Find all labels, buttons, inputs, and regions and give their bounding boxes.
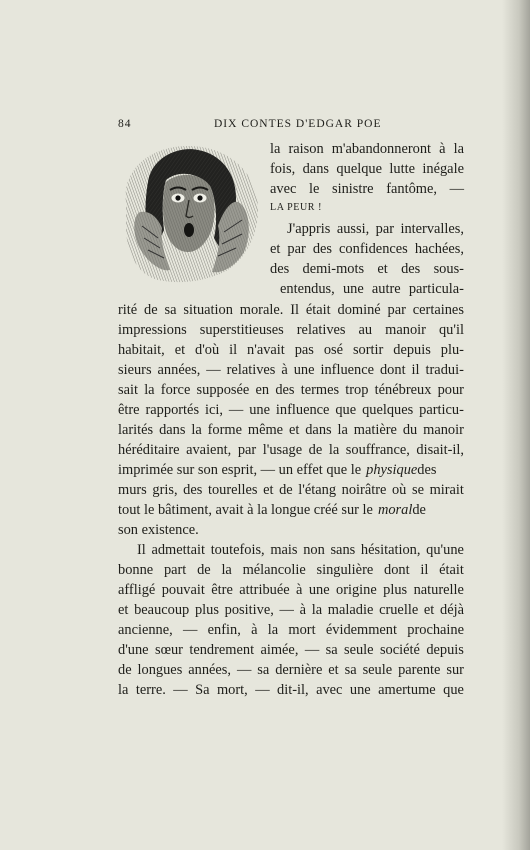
word: plus [194, 602, 219, 618]
word: années, [157, 362, 201, 378]
word: des [275, 382, 295, 398]
word: souffrance, [345, 442, 410, 458]
word: pour [437, 382, 464, 398]
word: sa [257, 662, 270, 678]
word: manoir [423, 422, 464, 438]
text-line [118, 663, 464, 677]
word: aimée, [260, 642, 299, 658]
word: et [328, 662, 339, 678]
word: mirait [429, 482, 464, 498]
word: sous- [433, 261, 464, 277]
word: évidemment [325, 622, 397, 638]
word: et [174, 342, 186, 358]
moral-italic: moral [377, 502, 413, 518]
word: admettait [151, 542, 206, 558]
word: positive, [224, 602, 274, 618]
word: — [236, 662, 252, 678]
word: où [391, 482, 407, 498]
running-head: DIX CONTES D'EDGAR POE [214, 118, 382, 130]
word: singulière [316, 562, 374, 578]
word: et [288, 422, 300, 438]
word: seule [343, 642, 374, 658]
word: et [263, 482, 274, 498]
word: particu- [419, 402, 464, 418]
word: une [308, 582, 330, 598]
word: — [304, 642, 320, 658]
word: avec [316, 682, 343, 698]
text-line [118, 363, 464, 377]
word: la [270, 141, 281, 157]
word: années, [188, 662, 232, 678]
word: la [267, 622, 279, 638]
word: plu- [440, 342, 464, 358]
line-text: de [412, 502, 426, 518]
text-line [118, 383, 464, 397]
word: terre. [135, 682, 166, 698]
word: la [311, 602, 323, 618]
word: Il [137, 542, 146, 558]
word: une [293, 362, 315, 378]
word: par [375, 221, 395, 237]
text-line [118, 643, 464, 657]
word: Sa [195, 682, 210, 698]
word: déjà [440, 602, 464, 618]
text-line [118, 483, 464, 497]
word: une [349, 682, 371, 698]
word: maladie [327, 602, 374, 618]
word: sait [118, 382, 138, 398]
word: qu'une [426, 542, 464, 558]
word: sœur [154, 642, 183, 658]
word: sortir [352, 342, 384, 358]
frightened-face-illustration [118, 142, 264, 288]
word: situation [183, 302, 233, 318]
text-line [118, 323, 464, 337]
word: la [328, 442, 340, 458]
word: dit-il, [277, 682, 309, 698]
word: Il [290, 302, 300, 318]
word: rité [118, 302, 138, 318]
word: supposée [196, 382, 250, 398]
word: mais [270, 542, 298, 558]
word: pas [294, 342, 314, 358]
line-text: imprimée sur son esprit, — un effet que le [118, 462, 362, 478]
word: — [279, 602, 294, 618]
word: dernière [275, 662, 323, 678]
word: que [335, 402, 357, 418]
word: sans [330, 542, 356, 558]
word: depuis [426, 642, 464, 658]
page-number: 84 [118, 118, 132, 130]
text-line [118, 623, 464, 637]
word: demi-mots [302, 261, 365, 277]
word: mort, [216, 682, 248, 698]
word: murs [118, 482, 147, 498]
word: longues [137, 662, 183, 678]
word: en [255, 382, 270, 398]
word: autre [371, 281, 401, 297]
line-text: tout le bâtiment, avait à la longue créé sur le [118, 502, 373, 518]
word: gris, [152, 482, 178, 498]
word: lutte [389, 161, 415, 177]
word: d'où [195, 342, 220, 358]
word: quelques [362, 402, 414, 418]
word: être [211, 582, 233, 598]
word: une [342, 281, 364, 297]
text-line [118, 423, 464, 437]
word: la [191, 422, 202, 438]
word: par [387, 302, 406, 318]
word: m'abandonneront [331, 141, 432, 157]
word: termes [300, 382, 340, 398]
word: depuis [393, 342, 431, 358]
word: certaines [412, 302, 464, 318]
word: rapportés [145, 402, 200, 418]
word: dont [379, 362, 406, 378]
word: l'étang [298, 482, 337, 498]
page-edge-shadow [502, 0, 530, 850]
word: il [229, 342, 238, 358]
word: et [270, 241, 281, 257]
word: impressions [118, 322, 187, 338]
word: et [377, 261, 388, 277]
text-line [118, 523, 464, 537]
word: seule [362, 662, 393, 678]
text-line [118, 463, 464, 477]
text-line [137, 543, 464, 557]
word: — [206, 362, 221, 378]
word: la [337, 422, 348, 438]
word: tradui- [425, 362, 464, 378]
word: des [270, 261, 290, 277]
word: de [197, 562, 211, 578]
text-line [118, 403, 464, 417]
word: — [255, 682, 270, 698]
word: se [411, 482, 424, 498]
word: inégale [422, 161, 464, 177]
word: J'appris [287, 221, 331, 237]
word: et [423, 602, 435, 618]
word: hachées, [414, 241, 464, 257]
word: superstitieuses [199, 322, 284, 338]
word: part [163, 562, 187, 578]
word: pouvait [161, 582, 205, 598]
word: origine [336, 582, 377, 598]
text-line [270, 242, 464, 256]
word: dont [384, 562, 410, 578]
word: attribuée [239, 582, 290, 598]
word: de [118, 662, 132, 678]
word: — [228, 402, 244, 418]
word: n'avait [247, 342, 285, 358]
word: fantôme, [386, 181, 437, 197]
word: — [183, 622, 198, 638]
word: il [420, 562, 429, 578]
word: même [247, 422, 284, 438]
word: le [308, 181, 320, 197]
word: forme [207, 422, 242, 438]
word: raison [288, 141, 324, 157]
text-line [118, 503, 464, 517]
word: d'une [118, 642, 149, 658]
word: était [439, 562, 464, 578]
word: trop [345, 382, 369, 398]
word: beaucoup [134, 602, 190, 618]
word: dans [159, 422, 186, 438]
word: confidences [339, 241, 408, 257]
word: la [118, 682, 129, 698]
word: avaient, [186, 442, 232, 458]
word: était [305, 302, 331, 318]
text-line [270, 162, 464, 176]
word: des [312, 241, 333, 257]
physique-italic: physique [366, 462, 418, 478]
word: avec [270, 181, 297, 197]
text-line [270, 142, 464, 156]
word: société [379, 642, 420, 658]
word: hésitation, [360, 542, 421, 558]
word: larités [118, 422, 154, 438]
word: relatives [296, 322, 346, 338]
word: dans [302, 161, 329, 177]
word: par [237, 442, 257, 458]
word: ténébreux [374, 382, 432, 398]
text-line [280, 282, 464, 296]
word: des [183, 482, 203, 498]
word: dans [305, 422, 332, 438]
word: l'usage [262, 442, 303, 458]
word: sa [344, 662, 357, 678]
word: — [173, 682, 188, 698]
word: au [358, 322, 373, 338]
word: par [287, 241, 306, 257]
text-line [118, 683, 464, 697]
word: la [453, 141, 464, 157]
word: intervalles, [400, 221, 464, 237]
word: à [281, 362, 288, 378]
word: fois, [270, 161, 296, 177]
word: naturelle [413, 582, 464, 598]
word: relatives [226, 362, 276, 378]
word: à [439, 141, 446, 157]
word: quelque [336, 161, 382, 177]
text-line [118, 343, 464, 357]
word: prochaine [407, 622, 464, 638]
text-line [118, 303, 464, 317]
word: tourelles [207, 482, 258, 498]
word: qu'il [438, 322, 464, 338]
word: à [299, 602, 306, 618]
word: héréditaire [118, 442, 180, 458]
word: cruelle [379, 602, 419, 618]
word: enfin, [207, 622, 241, 638]
word: force [160, 382, 191, 398]
word: ici, [204, 402, 223, 418]
word: du [402, 422, 418, 438]
word: affligé [118, 582, 156, 598]
text-line [270, 203, 464, 213]
word: manoir [385, 322, 426, 338]
word: des [401, 261, 421, 277]
word: plus [383, 582, 408, 598]
word: bonne [118, 562, 154, 578]
word: osé [323, 342, 344, 358]
word: disait-il, [416, 442, 464, 458]
text-line [270, 182, 464, 196]
text-line [118, 563, 464, 577]
word: sur [446, 662, 464, 678]
word: il [411, 362, 420, 378]
word: mélancolie [242, 562, 306, 578]
word: la [144, 382, 155, 398]
text-line [118, 443, 464, 457]
word: parente [398, 662, 441, 678]
text-line [270, 262, 464, 276]
word: que [443, 682, 464, 698]
word: noirâtre [341, 482, 387, 498]
word: sinistre [332, 181, 374, 197]
word: être [118, 402, 140, 418]
word: influence [320, 362, 375, 378]
text-line [118, 583, 464, 597]
word: — [449, 181, 464, 197]
line-text: des [417, 462, 437, 478]
word: sa [325, 642, 338, 658]
word: de [308, 442, 323, 458]
word: matière [353, 422, 397, 438]
word: à [296, 582, 303, 598]
word: ancienne, [118, 622, 173, 638]
word: et [118, 602, 129, 618]
word: à [251, 622, 258, 638]
word: sa [164, 302, 177, 318]
word: toutefois, [210, 542, 265, 558]
text-line [287, 222, 464, 236]
word: la [221, 562, 232, 578]
la-peur-smallcaps: LA PEUR ! [270, 202, 323, 213]
word: entendus, [280, 281, 335, 297]
word: amertume [378, 682, 436, 698]
word: habitait, [118, 342, 165, 358]
word: particula- [408, 281, 464, 297]
text-line [118, 603, 464, 617]
word: aussi, [336, 221, 370, 237]
word: dominé [337, 302, 381, 318]
word: mort [288, 622, 316, 638]
word: de [144, 302, 158, 318]
word: sieurs [118, 362, 152, 378]
word: tendrement [189, 642, 255, 658]
word: une [249, 402, 270, 418]
word: morale. [239, 302, 284, 318]
word: de [279, 482, 293, 498]
line-text: son existence. [118, 522, 199, 538]
word: influence [275, 402, 330, 418]
word: non [303, 542, 325, 558]
